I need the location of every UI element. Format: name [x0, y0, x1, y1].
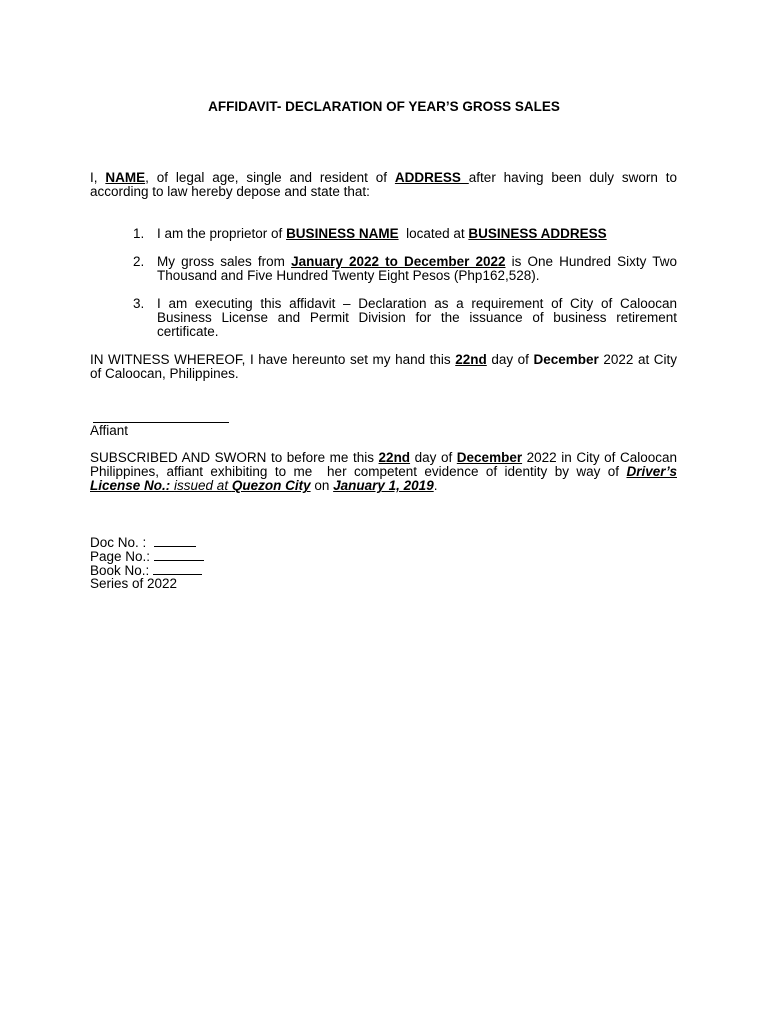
intro-text-1: I, [90, 170, 106, 185]
list-number: 2. [133, 254, 145, 269]
list-item-3 [133, 297, 677, 340]
name-field: NAME [105, 170, 146, 185]
sub-text-4: issued at [174, 478, 232, 494]
witness-month: December [533, 352, 599, 367]
period-field: January 2022 to December 2022 [291, 254, 506, 269]
page-no-blank [154, 549, 204, 561]
item2-text-2: is One Hundred Sixty Two Thousand and Five Hundred Twenty Eight Pesos (Php162,528). [157, 254, 678, 284]
document-title: AFFIDAVIT- DECLARATION OF YEAR’S GROSS SALES [208, 99, 560, 114]
id-date-field: January 1, 2019 [333, 478, 434, 494]
sub-text-2: day of [410, 450, 457, 465]
page-no-line [90, 549, 204, 564]
list-item-2 [133, 255, 677, 283]
business-address-field: BUSINESS ADDRESS [468, 226, 607, 241]
witness-text-3: 2022 at City of Caloocan, Philippines. [90, 352, 678, 382]
sub-month: December [456, 450, 523, 465]
id-type-field: Driver’s License No.: [90, 464, 677, 494]
sub-text-1: SUBSCRIBED AND SWORN to before me this [90, 450, 379, 465]
intro-paragraph [90, 171, 677, 199]
address-field: ADDRESS [394, 170, 469, 185]
sub-text-6: . [433, 478, 438, 494]
doc-no-line [90, 535, 196, 550]
doc-no-label: Doc No. : [90, 535, 154, 550]
item2-text-1: My gross sales from [157, 254, 292, 269]
list-text: I am executing this affidavit – Declaration as a requirement of City of Caloocan Business License and Permit Division for the issuance of business retirement certificate. [157, 296, 677, 340]
place-field: Quezon City [231, 478, 311, 494]
subscribed-paragraph [90, 450, 681, 494]
sub-text-5: on [310, 478, 334, 494]
item1-text-2: located at [398, 226, 469, 241]
page-no-label: Page No.: [90, 549, 154, 564]
witness-day: 22nd [455, 352, 487, 367]
item1-text-1: I am the proprietor of [157, 226, 287, 241]
list-number: 3. [133, 296, 145, 311]
doc-no-blank [154, 535, 196, 547]
intro-text-3: after having been duly sworn to according to law hereby depose and state that: [90, 170, 677, 200]
list-text [157, 227, 677, 241]
list-item-1 [133, 227, 677, 241]
witness-paragraph [90, 353, 677, 381]
business-name-field: BUSINESS NAME [286, 226, 399, 241]
witness-text-1: IN WITNESS WHEREOF, I have hereunto set my hand this [90, 352, 456, 367]
sub-text-3: 2022 in City of Caloocan Philippines, affiant exhibiting to me her competent evidence of identity by way of [90, 450, 681, 480]
book-no-label: Book No.: [90, 563, 154, 578]
list-text [157, 255, 677, 283]
book-no-blank [153, 563, 202, 575]
series-line: Series of 2022 [90, 576, 178, 591]
sub-day: 22nd [378, 450, 411, 465]
intro-text-2: , of legal age, single and resident of [145, 170, 395, 185]
witness-text-2: day of [486, 352, 534, 367]
affiant-label: Affiant [90, 423, 129, 438]
list-number: 1. [133, 226, 145, 241]
